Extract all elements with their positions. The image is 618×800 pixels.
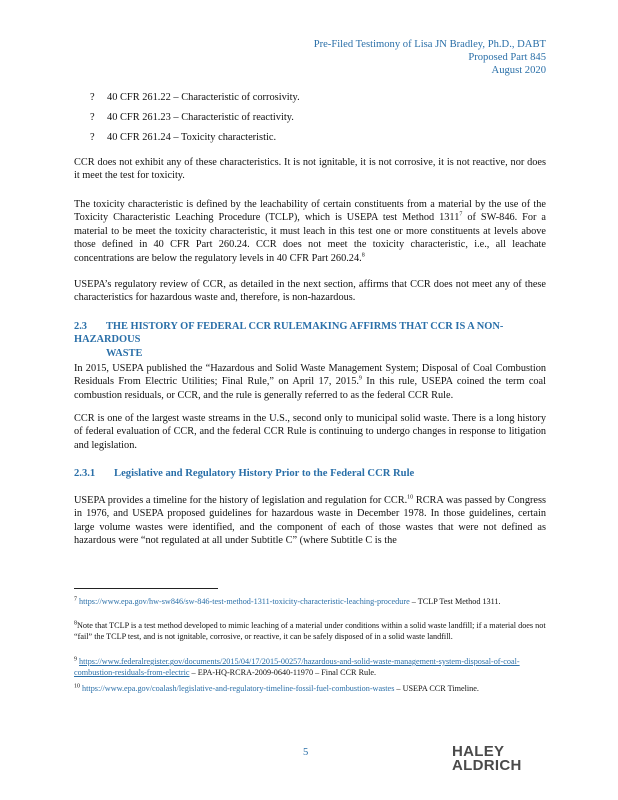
header-subtitle: Proposed Part 845 (468, 52, 546, 63)
footnote-number: 10 (74, 683, 80, 690)
bullet-glyph: ? (90, 112, 95, 123)
section-heading-2-3-1 (74, 467, 546, 480)
paragraph-text: In this rule, USEPA coined the term coal combustion residuals, or CCR, and the rule is generally referred to as the federal CCR Rule. (74, 376, 546, 401)
section-title-continued: WASTE (106, 347, 143, 359)
footnote-ref-10[interactable]: 10 (407, 494, 414, 501)
running-header (314, 38, 546, 77)
footnote-text: – USEPA CCR Timeline. (394, 684, 479, 693)
paragraph-usepa-review: USEPA’s regulatory review of CCR, as detailed in the next section, affirms that CCR does not meet any of these characteristics for hazardous waste and, therefore, is non-hazardous. (74, 279, 546, 304)
section-number: 2.3.1 (74, 468, 96, 479)
footnote-link[interactable]: https://www.epa.gov/coalash/legislative-and-regulatory-timeline-fossil-fuel-combustion-wastes (82, 684, 395, 693)
footnote-ref-8[interactable]: 8 (361, 252, 365, 259)
paragraph-text: of SW-846. For a material to be meet the toxicity characteristic, it must leach in this test one or more constituents at levels above those defined in 40 CFR Part 260.24. CCR does not meet the toxicity characteristic, i.e., all leachate concentrations are below the regulatory levels in 40 CFR Part 260.24. (74, 212, 547, 264)
paragraph-ccr-characteristics: CCR does not exhibit any of these characteristics. It is not ignitable, it is not corrosive, it is not reactive, nor does it meet the test for toxicity. (74, 157, 546, 182)
section-title: THE HISTORY OF FEDERAL CCR RULEMAKING AFFIRMS THAT CCR IS A NON-HAZARDOUS (74, 321, 504, 346)
list-item-text: 40 CFR 261.24 – Toxicity characteristic. (107, 132, 277, 143)
paragraph-text: RCRA was passed by Congress in 1976, and USEPA proposed guidelines for hazardous waste in December 1978. In those guidelines, certain large volume wastes were identified, and the component of each of those wastes that were not defined as hazardous were “not regulated at all under Subtitle C” (where Subtitle C is the (74, 495, 546, 547)
footnote-number: 8 (74, 620, 77, 627)
list-item (90, 112, 550, 132)
section-heading-2-3 (74, 320, 546, 360)
paragraph-text: USEPA provides a timeline for the history of legislation and regulation for CCR. (74, 495, 408, 506)
paragraph-2015-rule (74, 362, 546, 402)
logo-line-2: ALDRICH (452, 757, 522, 774)
paragraph-timeline (74, 494, 546, 548)
footnote-ref-7[interactable]: 7 (459, 211, 463, 218)
footnote-separator (74, 588, 218, 589)
footnote-7 (74, 597, 546, 608)
bullet-glyph: ? (90, 92, 95, 103)
paragraph-text: The toxicity characteristic is defined by the leachability of certain constituents from a material by the use of the Toxicity Characteristic Leaching Procedure (TCLP), which is USEPA test Method 1311 (74, 199, 546, 224)
list-item-text: 40 CFR 261.23 – Characteristic of reactivity. (107, 112, 294, 123)
footnote-text: Note that TCLP is a test method developed to mimic leaching of a material under conditions within a solid waste landfill; if a material does not “fail” the TCLP test, and is not ignitable, corrosive, or reactive, it can be safely disposed of in a solid waste landfill. (74, 621, 546, 641)
regulation-bullet-list (90, 92, 550, 152)
logo-line-1: HALEY (452, 743, 505, 760)
section-title: Legislative and Regulatory History Prior to the Federal CCR Rule (114, 468, 415, 479)
footnote-number: 9 (74, 656, 77, 663)
paragraph-text: In 2015, USEPA published the “Hazardous and Solid Waste Management System; Disposal of Coal Combustion Residuals From Electric Utilities; Final Rule,” on April 17, 2015. (74, 363, 546, 388)
footnote-ref-9[interactable]: 9 (358, 375, 362, 382)
footnote-link[interactable]: https://www.epa.gov/hw-sw846/sw-846-test-method-1311-toxicity-characteristic-leaching-procedure (79, 597, 410, 606)
header-title: Pre-Filed Testimony of Lisa JN Bradley, Ph.D., DABT (313, 39, 546, 50)
header-date: August 2020 (491, 65, 546, 76)
footnote-text: – TCLP Test Method 1311. (409, 597, 501, 606)
list-item-text: 40 CFR 261.22 – Characteristic of corrosivity. (107, 92, 300, 103)
paragraph-toxicity (74, 198, 546, 265)
paragraph-waste-streams: CCR is one of the largest waste streams in the U.S., second only to municipal solid waste. There is a long history of federal evaluation of CCR, and the federal CCR Rule is continuing to undergo changes in response to litigation and legislation. (74, 413, 546, 451)
list-item (90, 92, 550, 112)
bullet-glyph: ? (90, 132, 95, 143)
page-number: 5 (303, 747, 309, 758)
footnote-9 (74, 657, 546, 679)
footnote-number: 7 (74, 596, 77, 603)
footnote-text: – EPA-HQ-RCRA-2009-0640-11970 – Final CCR Rule. (189, 667, 377, 677)
footnote-8 (74, 621, 546, 643)
haley-aldrich-logo (452, 745, 544, 773)
list-item (90, 132, 550, 152)
footnote-link[interactable]: https://www.federalregister.gov/documents/2015/04/17/2015-00257/hazardous-and-solid-waste-management-system-disposal-of-coal-combustion-residuals-from-electric (74, 657, 520, 677)
footnote-10 (74, 684, 546, 695)
section-number: 2.3 (74, 321, 87, 332)
